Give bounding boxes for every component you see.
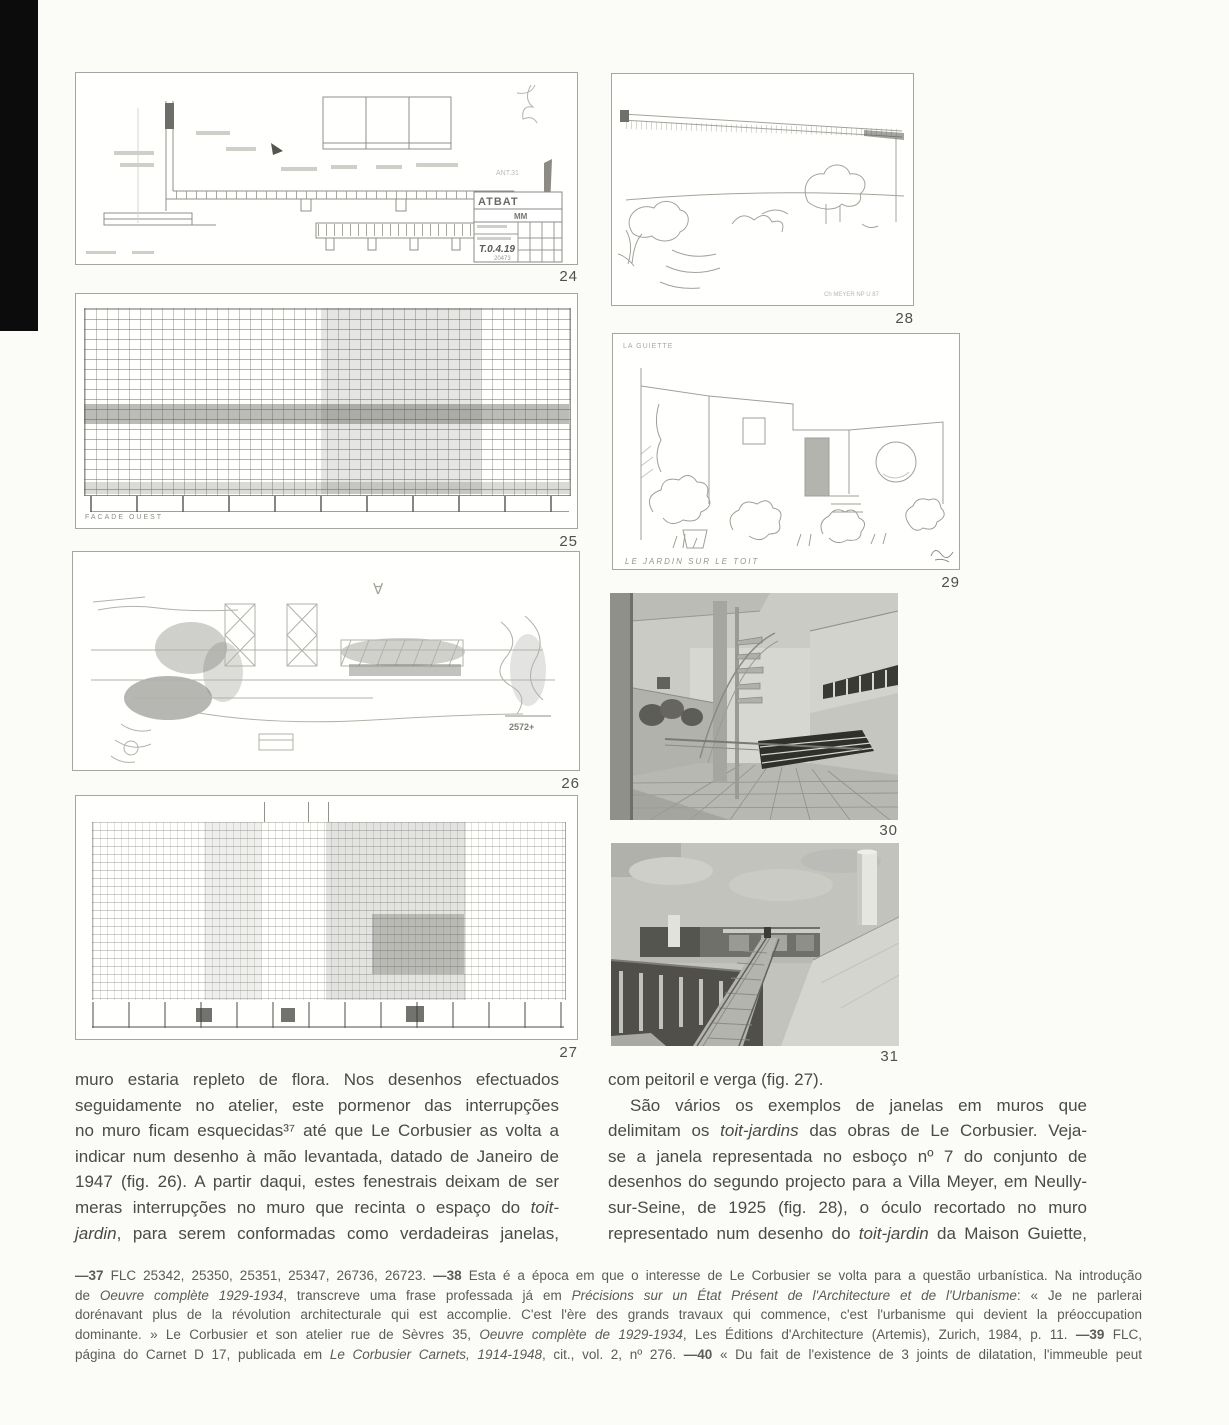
garden-sketch-graphic — [612, 74, 913, 305]
figure-26-pencil-sketch — [72, 551, 580, 771]
figure-25-facade-drawing — [75, 293, 578, 529]
figure-24-technical-drawing — [75, 72, 578, 265]
facade-dark-band — [84, 404, 569, 424]
text-line: delimitam os toit-jardins das obras de Le Corbusier. Veja- — [608, 1121, 1087, 1141]
text-line: representado num desenho do toit-jardin da Maison Guiette, — [608, 1223, 1087, 1243]
elevation-tint-dark — [372, 914, 464, 974]
text-line: —37 FLC 25342, 25350, 25351, 25347, 26736, 26723. —38 Esta é a época em que o interesse de Le Corbusier se volta para a questão urbanística. Na introdução — [75, 1268, 1142, 1283]
facade-pilotis — [90, 496, 569, 512]
antenna-line — [308, 802, 309, 822]
pencil-sketch-graphic — [73, 552, 579, 770]
text-line: sur-Seine, de 1925 (fig. 28), o óculo recortado no muro — [608, 1197, 1087, 1217]
text-line: dominante. » Le Corbusier et son atelier rue de Sèvres 35, Oeuvre complète de 1929-1934, Les Éditions d'Architecture (Artemis), Zurich, 1984, p. 11. —39 FLC, — [75, 1327, 1142, 1343]
figure-31-roof-ramp-photo — [611, 843, 899, 1046]
stamp-number: 20473 — [494, 256, 511, 262]
stamp-title: ATBAT — [478, 196, 519, 208]
stamp-handwritten-code: T.0.4.19 — [479, 244, 515, 255]
figure-25-caption: 25 — [559, 533, 578, 550]
text-line: meras interrupções no muro que recinta o espaço do toit- — [75, 1197, 559, 1217]
text-line: muro estaria repleto de flora. Nos desenhos efectuados — [75, 1070, 559, 1089]
text-line: São vários os exemplos de janelas em muros que — [630, 1095, 1087, 1115]
base-cluster — [281, 1008, 295, 1022]
archive-number: 2572+ — [509, 722, 535, 732]
antenna-line — [264, 802, 265, 822]
elevation-pilotis — [92, 1002, 564, 1028]
figure-24-caption: 24 — [559, 268, 578, 285]
scan-artifact-black-bar — [0, 0, 38, 331]
facade-label: FACADE OUEST — [85, 514, 164, 521]
stamp-mid: MM — [514, 212, 528, 221]
facade-dark-block — [321, 308, 481, 494]
base-cluster — [406, 1006, 424, 1022]
text-line: desenhos do segundo projecto para a Villa Meyer, em Neully- — [608, 1172, 1087, 1192]
figure-27-caption: 27 — [559, 1044, 578, 1061]
atbat-stamp — [474, 192, 562, 262]
figure-28-garden-sketch — [611, 73, 914, 306]
figure-28-caption: 28 — [895, 310, 914, 327]
text-line: página do Carnet D 17, publicada em Le Corbusier Carnets, 1914-1948, cit., vol. 2, nº 276. —40 « Du fait de l'existence de 3 joints de dilatation, l'immeuble peut — [75, 1346, 1142, 1362]
text-line: se a janela representada no esboço nº 7 do conjunto de — [608, 1146, 1087, 1166]
text-line: 1947 (fig. 26). A partir daqui, estes fenestrais deixam de ser — [75, 1172, 559, 1192]
technical-drawing-graphic — [76, 73, 577, 264]
elevation-tint-light — [204, 822, 262, 1000]
text-line: seguidamente no atelier, este pormenor das interrupções — [75, 1095, 559, 1115]
text-line: com peitoril e verga (fig. 27). — [608, 1070, 824, 1089]
sketch-annotation: Ch MEYER NP U 87 — [824, 292, 879, 298]
text-line: dorénavant plus de la révolution architecturale qui est accomplie. C'est l'ère des grands travaux qui commence, c'est l'urbanisme qui devient la préoccupation — [75, 1307, 1142, 1323]
figure-31-caption: 31 — [880, 1048, 899, 1065]
figure-27-elevation-drawing — [75, 795, 578, 1040]
roof-garden-sketch-graphic — [613, 334, 959, 569]
text-line: no muro ficam esquecidas³⁷ até que Le Corbusier as volta a — [75, 1121, 559, 1141]
body-right-column — [608, 1067, 1087, 1246]
faint-annotation: ANT.31 — [496, 170, 519, 177]
roof-terrace-photo-graphic — [610, 593, 898, 820]
text-line: indicar num desenho à mão levantada, datado de Janeiro de — [75, 1146, 559, 1166]
base-cluster — [196, 1008, 212, 1022]
sketch-top-label: LA GUIETTE — [623, 343, 674, 350]
sketch-bottom-label: LE JARDIN SUR LE TOIT — [625, 557, 760, 566]
figure-29-caption: 29 — [941, 574, 960, 591]
figure-30-caption: 30 — [879, 822, 898, 839]
facade-lower-band — [84, 482, 569, 494]
text-line: de Oeuvre complète 1929-1934, transcreve uma frase professada já em Précisions sur un État Présent de l'Architecture et de l'Urbanisme: « Je ne parlerai — [75, 1287, 1142, 1303]
antenna-line — [328, 802, 329, 822]
text-line: jardin, para serem conformadas como verdadeiras janelas, — [75, 1223, 559, 1243]
footnotes-block — [75, 1266, 1142, 1365]
figure-30-roof-terrace-photo — [610, 593, 898, 820]
figure-29-roof-garden-sketch — [612, 333, 960, 570]
upside-down-A-mark: ∀ — [373, 581, 384, 598]
body-left-column — [75, 1067, 559, 1246]
figure-26-caption: 26 — [561, 775, 580, 792]
roof-ramp-photo-graphic — [611, 843, 899, 1046]
